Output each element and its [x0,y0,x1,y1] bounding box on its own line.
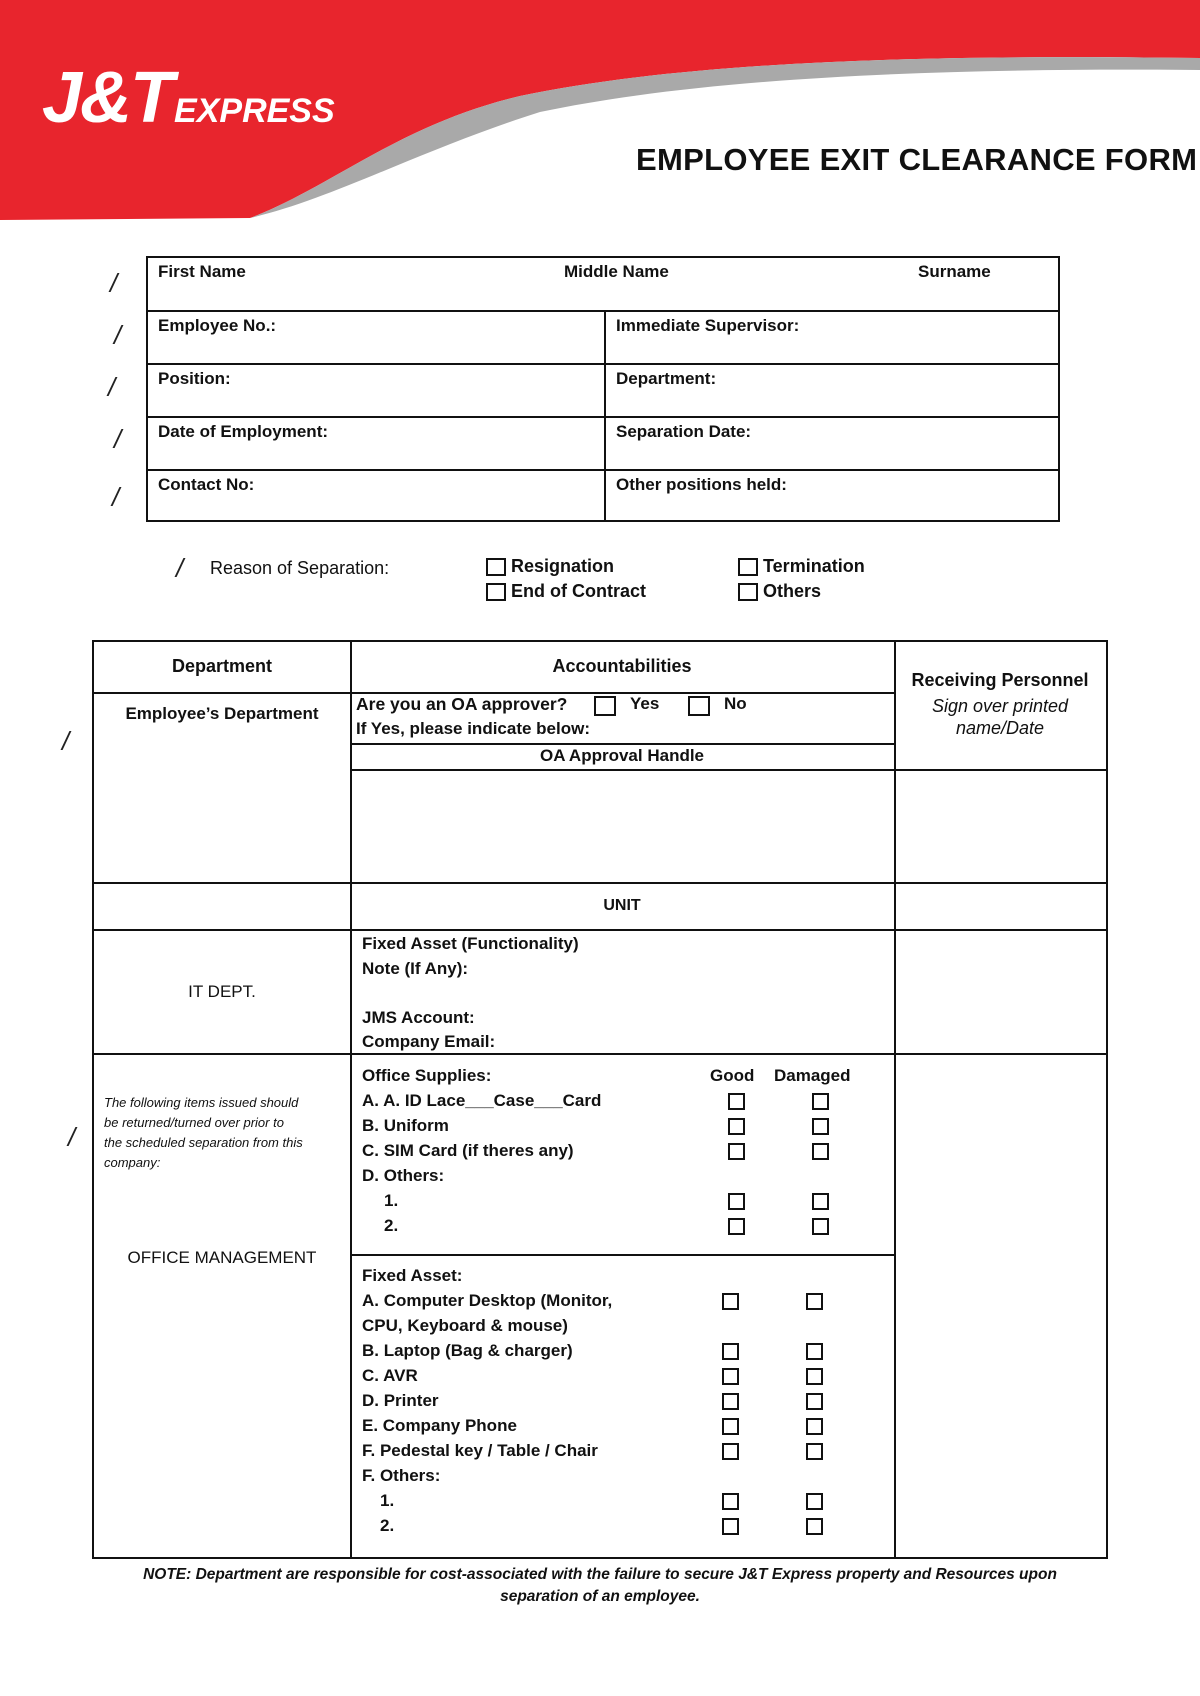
oa-question: Are you an OA approver? [356,694,568,714]
fixed-asset-title: Fixed Asset: [362,1266,463,1285]
office-instruction-line: company: [104,1155,161,1170]
employee-no-field[interactable]: Employee No.: [158,316,277,335]
checkbox-icon[interactable] [738,583,758,601]
reason-end-of-contract[interactable]: End of Contract [486,581,646,602]
row-divider [94,929,1106,931]
separation-date-field[interactable]: Separation Date: [604,418,1058,469]
supply-item: 2. [384,1216,399,1235]
reason-others[interactable]: Others [738,581,821,602]
fixed-good-checkbox[interactable] [722,1518,739,1535]
note-line-1: NOTE: Department are responsible for cost-associated with the failure to secure J&T Express property and Resources upon [143,1566,1057,1583]
row-divider [94,882,1106,884]
oa-no-checkbox[interactable] [688,696,710,716]
date-of-employment-field[interactable]: Date of Employment: [158,422,329,441]
fixed-damaged-checkbox[interactable] [806,1443,823,1460]
first-name-field[interactable]: First Name [158,262,246,281]
margin-mark: / [176,553,184,583]
clearance-table [92,640,1108,1559]
reason-termination[interactable]: Termination [738,556,865,577]
surname-field[interactable]: Surname [918,262,991,281]
col-divider [894,642,896,1557]
office-instruction-line: The following items issued should [104,1095,299,1110]
it-fixed-asset: Fixed Asset (Functionality) [362,934,579,953]
office-management-label: OFFICE MANAGEMENT [127,1248,317,1267]
margin-mark: / [108,372,116,402]
fixed-damaged-checkbox[interactable] [806,1368,823,1385]
checkbox-icon[interactable] [486,583,506,601]
reason-resignation[interactable]: Resignation [486,556,614,577]
it-company-email: Company Email: [362,1032,496,1051]
fixed-good-checkbox[interactable] [722,1443,739,1460]
fixed-good-checkbox[interactable] [722,1293,739,1310]
header-department: Department [171,656,273,676]
fixed-item: F. Others: [362,1466,441,1485]
oa-if-yes: If Yes, please indicate below: [356,719,590,738]
fixed-item: C. AVR [362,1366,418,1385]
employment-date-row [148,416,1058,469]
oa-approval-handle-header: OA Approval Handle [539,746,705,765]
fixed-good-checkbox[interactable] [722,1493,739,1510]
supply-item: D. Others: [362,1166,445,1185]
supply-item: 1. [384,1191,399,1210]
fixed-item: E. Company Phone [362,1416,517,1435]
position-row [148,363,1058,416]
margin-mark: / [68,1122,76,1152]
supply-item: C. SIM Card (if theres any) [362,1141,574,1160]
header-accountabilities: Accountabilities [552,656,692,676]
row-divider [350,769,1108,771]
supply-damaged-checkbox[interactable] [812,1118,829,1135]
row-divider [350,743,894,745]
fixed-damaged-checkbox[interactable] [806,1393,823,1410]
col-divider [350,642,352,1557]
supervisor-field[interactable]: Immediate Supervisor: [604,312,1058,363]
margin-mark: / [114,424,122,454]
supply-damaged-checkbox[interactable] [812,1143,829,1160]
it-dept-label: IT DEPT. [188,982,256,1001]
supply-damaged-checkbox[interactable] [812,1218,829,1235]
fixed-item: F. Pedestal key / Table / Chair [362,1441,598,1460]
supply-good-checkbox[interactable] [728,1143,745,1160]
unit-header: UNIT [603,897,641,914]
employees-department-label: Employee’s Department [125,704,319,723]
fixed-damaged-checkbox[interactable] [806,1418,823,1435]
supply-item: B. Uniform [362,1116,449,1135]
header-receiving-personnel: Receiving Personnel [911,670,1089,690]
margin-mark: / [110,268,118,298]
it-note: Note (If Any): [362,959,469,978]
supply-good-checkbox[interactable] [728,1118,745,1135]
supply-good-checkbox[interactable] [728,1193,745,1210]
checkbox-icon[interactable] [738,558,758,576]
oa-yes-checkbox[interactable] [594,696,616,716]
supply-good-checkbox[interactable] [728,1093,745,1110]
supply-damaged-checkbox[interactable] [812,1193,829,1210]
jt-express-logo [42,58,335,138]
fixed-damaged-checkbox[interactable] [806,1493,823,1510]
checkbox-icon[interactable] [486,558,506,576]
reason-label: Reason of Separation: [210,558,390,578]
contact-row [148,469,1058,520]
fixed-good-checkbox[interactable] [722,1393,739,1410]
supply-good-checkbox[interactable] [728,1218,745,1235]
margin-mark: / [114,320,122,350]
employee-info-table [146,256,1060,522]
fixed-good-checkbox[interactable] [722,1368,739,1385]
fixed-item: 1. [380,1491,395,1510]
form-title: EMPLOYEE EXIT CLEARANCE FORM [636,142,1198,177]
row-divider [94,1053,1106,1055]
receiving-sub-2: name/Date [955,718,1045,738]
contact-no-field[interactable]: Contact No: [158,475,255,494]
supply-item: A. A. ID Lace___Case___Card [362,1091,602,1110]
row-divider [350,1254,894,1256]
position-field[interactable]: Position: [158,369,231,388]
supply-damaged-checkbox[interactable] [812,1093,829,1110]
fixed-good-checkbox[interactable] [722,1418,739,1435]
fixed-good-checkbox[interactable] [722,1343,739,1360]
logo-jt: J&T [42,58,173,138]
margin-mark: / [112,482,120,512]
fixed-item: CPU, Keyboard & mouse) [362,1316,568,1335]
col-damaged: Damaged [774,1066,851,1085]
office-instruction-line: be returned/turned over prior to [104,1115,284,1130]
oa-yes-label: Yes [630,694,660,713]
office-instruction-line: the scheduled separation from this [104,1135,303,1150]
it-jms-account: JMS Account: [362,1008,475,1027]
office-supplies-title: Office Supplies: [362,1066,492,1085]
fixed-item: A. Computer Desktop (Monitor, [362,1291,613,1310]
fixed-damaged-checkbox[interactable] [806,1343,823,1360]
employee-no-row [148,310,1058,363]
fixed-item: 2. [380,1516,395,1535]
footer-note [120,1564,1080,1608]
fixed-item: B. Laptop (Bag & charger) [362,1341,573,1360]
logo-express: EXPRESS [174,92,335,130]
col-good: Good [710,1066,755,1085]
fixed-damaged-checkbox[interactable] [806,1518,823,1535]
name-row [148,258,1058,310]
other-positions-field[interactable]: Other positions held: [604,471,1058,520]
margin-mark: / [62,726,70,756]
fixed-damaged-checkbox[interactable] [806,1293,823,1310]
oa-no-label: No [724,694,747,713]
department-field[interactable]: Department: [604,365,1058,416]
note-line-2: separation of an employee. [500,1588,700,1605]
fixed-item: D. Printer [362,1391,439,1410]
receiving-sub-1: Sign over printed [931,696,1069,716]
middle-name-field[interactable]: Middle Name [564,262,669,281]
